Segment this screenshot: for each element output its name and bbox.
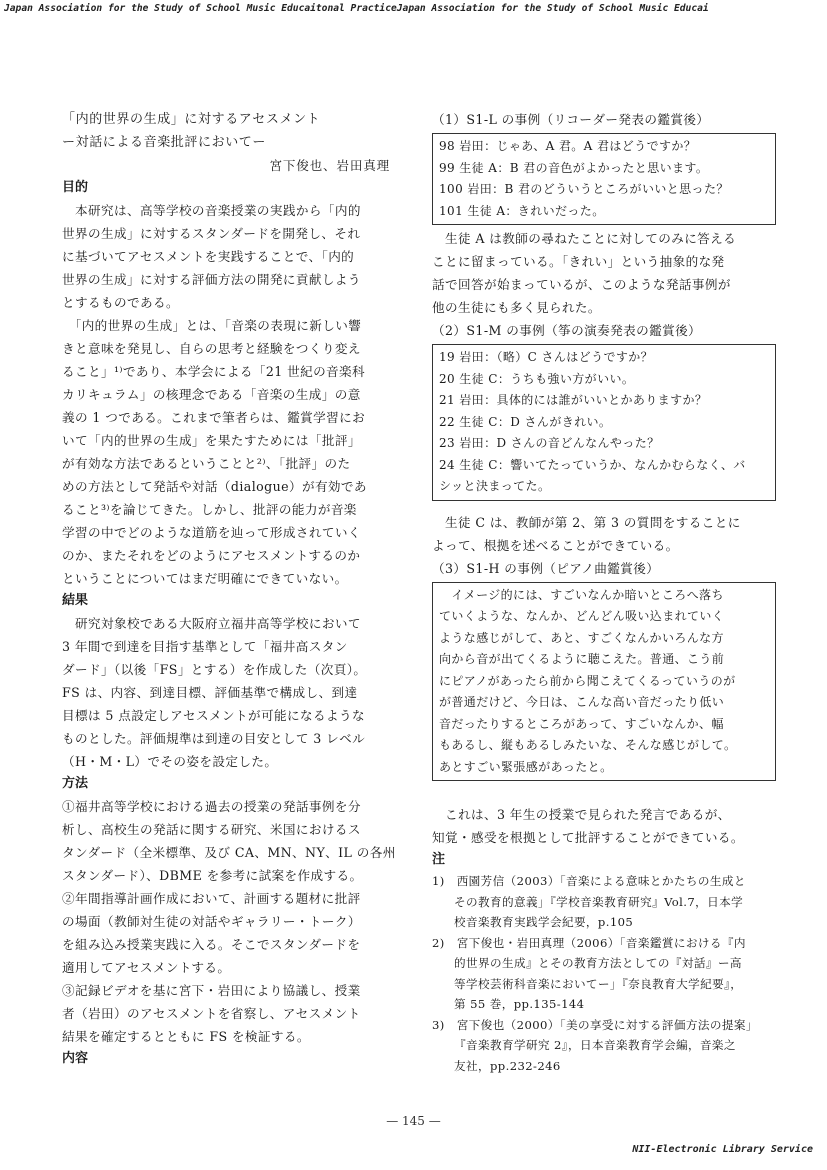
- paper-title: 「内的世界の生成」に対するアセスメント: [62, 112, 321, 127]
- quote-line: あとすごい緊張感があったと。: [439, 759, 613, 774]
- section-heading-purpose: 目的: [62, 180, 89, 195]
- quote-line: ていくような、なんか、どんどん吸い込まれていく: [439, 609, 725, 623]
- text-line: カリキュラム」の核理念である「音楽の生成」の意: [62, 387, 361, 402]
- dialogue-line: 98 岩田：じゃあ、A 君。A 君はどうですか？: [439, 139, 697, 153]
- text-line: の場面（教師対生徒の対話やギャラリー・トーク）: [62, 914, 361, 929]
- left-column: [62, 108, 412, 1070]
- dialogue-line: 24 生徒 C：響いてたっていうか、なんかむらなく、バ: [439, 457, 746, 472]
- quote-line: 音だったりするところがあって、すごいなんか、幅: [439, 716, 724, 731]
- text-line: ③記録ビデオを基に宮下・岩田により協議し、授業: [62, 983, 361, 998]
- text-line: を組み込み授業実践に入る。そこでスタンダードを: [62, 937, 361, 952]
- dialogue-line: シッと決まってた。: [439, 479, 551, 493]
- text-line: 3 年間で到達を目指す基準として「福井高スタン: [62, 639, 348, 654]
- note-item-2: [432, 933, 777, 1015]
- note-line: 校音楽教育実践学会紀要，p.105: [454, 915, 634, 929]
- text-line: ものとした。評価規準は到達の目安として 3 レベル: [62, 731, 366, 746]
- text-line: 他の生徒にも多く見られた。: [432, 300, 601, 315]
- note-line: 『音楽教育学研究 2』，日本音楽教育学会編，音楽之: [454, 1038, 736, 1052]
- text-line: 研究対象校である大阪府立福井高等学校において: [62, 616, 361, 631]
- dialogue-line: 21 岩田：具体的には誰がいいとかありますか？: [439, 393, 708, 407]
- text-line: タンダード（全米標準、及び CA、MN、NY、IL の各州: [62, 845, 396, 860]
- running-footer: NII-Electronic Library Service: [632, 1144, 813, 1155]
- dialogue-line: 99 生徒 A：B 君の音色がよかったと思います。: [439, 160, 709, 175]
- note-line: 第 55 巻，pp.135-144: [454, 997, 585, 1011]
- text-line: 話で回答が始まっているが、このような発話事例が: [432, 277, 731, 292]
- paper-subtitle: ー対話による音楽批評においてー: [62, 135, 267, 150]
- text-line: いて「内的世界の生成」を果たすためには「批評」: [62, 433, 361, 448]
- dialogue-line: 101 生徒 A：きれいだった。: [439, 203, 605, 218]
- text-line: ①福井高等学校における過去の授業の発話事例を分: [62, 799, 361, 814]
- note-line: 2) 宮下俊也・岩田真理（2006）「音楽鑑賞における『内: [432, 935, 746, 950]
- section-heading-results: 結果: [62, 593, 89, 608]
- note-line: その教育的意義」『学校音楽教育研究』Vol.7，日本学: [454, 894, 744, 909]
- section-heading-method: 方法: [62, 776, 89, 791]
- text-line: 世界の生成」に対する評価方法の開発に貢献しよう: [62, 272, 361, 287]
- paper-authors: 宮下俊也、岩田真理: [269, 158, 390, 173]
- text-line: 学習の中でどのような道筋を辿って形成されていく: [62, 525, 361, 540]
- text-line: ことに留まっている。「きれい」という抽象的な発: [432, 254, 725, 269]
- note-item-3: [432, 1015, 777, 1077]
- note-line: 3) 宮下俊也（2000）「美の享受に対する評価方法の提案」: [432, 1017, 758, 1032]
- text-line: とするものである。: [62, 295, 179, 310]
- quote-box-3: [432, 582, 776, 782]
- text-line: 者（岩田）のアセスメントを省察し、アセスメント: [62, 1006, 361, 1021]
- section-body-method: [62, 795, 412, 1048]
- section-body-purpose: [62, 199, 412, 590]
- text-line: これは、3 年生の授業で見られた発言であるが、: [432, 807, 731, 822]
- text-line: 目標は 5 点設定しアセスメントが可能になるような: [62, 708, 365, 723]
- quote-line: 向から音が出てくるように聴こえた。普通、こう前: [439, 652, 725, 666]
- quote-line: ような感じがして、あと、すごくなんかいろんな方: [439, 630, 724, 645]
- dialogue-line: 23 岩田：D さんの音どんなんやった？: [439, 436, 660, 450]
- text-line: FS は、内容、到達目標、評価基準で構成し、到達: [62, 685, 358, 700]
- text-line: スタンダード）、DBME を参考に試案を作成する。: [62, 868, 363, 883]
- dialogue-box-1: [432, 133, 776, 225]
- text-line: に基づいてアセスメントを実践することで、「内的: [62, 249, 355, 264]
- notes-list: [432, 871, 777, 1076]
- note-line: 1) 西園芳信（2003）「音楽による意味とかたちの生成と: [432, 874, 746, 888]
- text-line: 析し、高校生の発話に関する研究、米国におけるス: [62, 822, 361, 837]
- text-line: 生徒 A は教師の尋ねたことに対してのみに答える: [432, 231, 737, 246]
- text-line: 生徒 C は、教師が第 2、第 3 の質問をすることに: [432, 514, 741, 530]
- page-number: — 145 —: [386, 1114, 441, 1128]
- note-item-1: [432, 871, 777, 933]
- section-heading-content: 内容: [62, 1051, 89, 1066]
- text-line: 「内的世界の生成」とは、「音楽の表現に新しい響: [62, 318, 362, 333]
- text-line: （H・M・L）でその姿を設定した。: [62, 754, 278, 769]
- section-body-results: [62, 612, 412, 773]
- quote-line: にピアノがあったら前から聞こえてくるっていうのが: [439, 673, 736, 688]
- running-header: Japan Association for the Study of School Music Educaitonal PracticeJapan Association for the Study of School Music Educai: [4, 3, 709, 14]
- text-line: よって、根拠を述べることができている。: [432, 537, 679, 553]
- text-line: 知覚・感受を根拠として批評することができている。: [432, 830, 744, 845]
- note-line: 等学校芸術科音楽においてー」『奈良教育大学紀要』，: [454, 976, 743, 991]
- text-line: 義の 1 つである。これまで筆者らは、鑑賞学習にお: [62, 410, 366, 425]
- text-line: ②年間指導計画作成において、計画する題材に批評: [62, 891, 361, 906]
- text-line: ること」¹⁾であり、本学会による「21 世紀の音楽科: [62, 364, 366, 379]
- dialogue-line: 22 生徒 C：D さんがきれい。: [439, 414, 612, 429]
- text-line: 世界の生成」に対するスタンダードを開発し、それ: [62, 226, 361, 241]
- dialogue-box-2: [432, 344, 776, 501]
- text-line: が有効な方法であるということと²⁾、「批評」のた: [62, 456, 351, 471]
- text-line: のか、またそれをどのようにアセスメントするのか: [62, 548, 361, 563]
- quote-line: が普通だけど、今日は、こんな高い音だったり低い: [439, 695, 725, 709]
- quote-line: イメージ的には、すごいなんか暗いところへ落ち: [439, 587, 724, 602]
- dialogue-line: 100 岩田：B 君のどういうところがいいと思った？: [439, 182, 729, 196]
- notes-heading: 注: [432, 852, 446, 867]
- dialogue-line: 20 生徒 C：うちも強い方がいい。: [439, 371, 635, 386]
- right-column: [432, 108, 777, 1076]
- note-line: 的世界の生成』とその教育方法としての『対話』ー高: [454, 956, 742, 970]
- quote-line: もあるし、縦もあるしみたいな、そんな感じがして。: [439, 738, 737, 752]
- dialogue-line: 19 岩田：（略）C さんはどうですか？: [439, 350, 654, 364]
- case-label-2: （2）S1-M の事例（筝の演奏発表の鑑賞後）: [432, 323, 702, 338]
- case-label-3: （3）S1-H の事例（ピアノ曲鑑賞後）: [432, 560, 660, 576]
- text-line: 本研究は、高等学校の音楽授業の実践から「内的: [62, 203, 361, 218]
- text-line: 結果を確定するとともに FS を検証する。: [62, 1029, 310, 1044]
- text-line: ということについてはまだ明確にできていない。: [62, 571, 348, 586]
- text-line: ダード」（以後「FS」とする）を作成した（次頁）。: [62, 662, 367, 677]
- text-line: ること³⁾を論じてきた。しかし、批評の能力が音楽: [62, 502, 357, 517]
- note-line: 友社，pp.232-246: [454, 1058, 561, 1073]
- text-line: めの方法として発話や対話（dialogue）が有効であ: [62, 479, 367, 494]
- text-line: 適用してアセスメントする。: [62, 960, 231, 975]
- case-label-1: （1）S1-L の事例（リコーダー発表の鑑賞後）: [432, 112, 710, 127]
- text-line: きと意味を発見し、自らの思考と経験をつくり変え: [62, 341, 361, 356]
